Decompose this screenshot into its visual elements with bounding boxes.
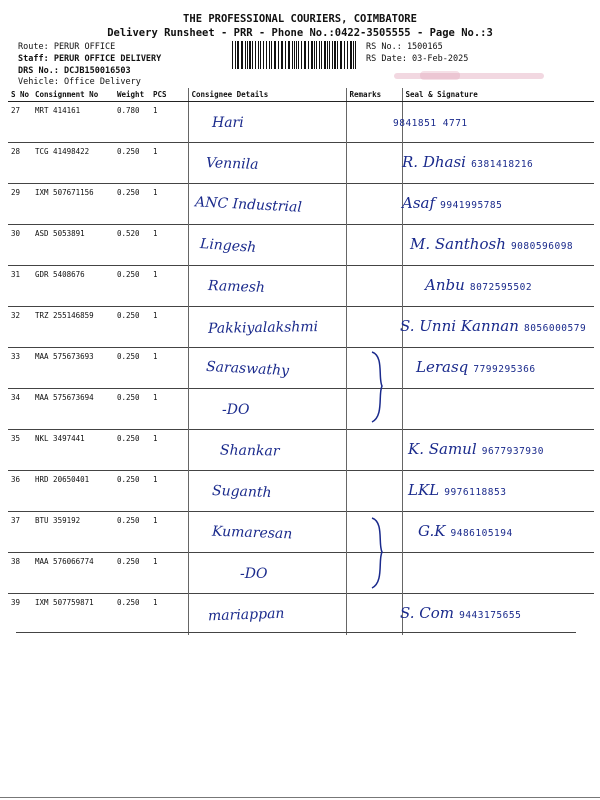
cell-sno: 39	[8, 594, 32, 635]
cell-weight: 0.250	[114, 389, 150, 430]
cell-remarks	[346, 307, 402, 348]
signature: G.K	[418, 522, 446, 540]
cell-weight: 0.250	[114, 594, 150, 635]
signature-phone: 9841851 4771	[393, 118, 468, 129]
cell-weight: 0.250	[114, 348, 150, 389]
company-title: THE PROFESSIONAL COURIERS, COIMBATORE	[183, 13, 417, 25]
signature-phone: 8056000579	[523, 323, 587, 334]
handwritten-consignee: Shankar	[219, 442, 280, 460]
signature: Anbu	[425, 276, 465, 294]
barcode-bar	[252, 41, 253, 69]
faded-stamp	[390, 69, 560, 83]
cell-sno: 30	[8, 225, 32, 266]
col-consignee: Consignee Details	[188, 88, 346, 102]
handwritten-signature-block	[425, 275, 532, 294]
cell-consignment: MAA 576066774	[32, 553, 114, 594]
runsheet-subtitle: Delivery Runsheet - PRR - Phone No.:0422-3505555 - Page No.:3	[107, 27, 493, 39]
barcode-bar	[316, 41, 317, 69]
barcode-bar	[294, 41, 295, 69]
barcode-bar	[281, 41, 283, 69]
table-row	[8, 553, 594, 594]
barcode-bar	[255, 41, 256, 69]
barcode-bar	[288, 41, 290, 69]
cell-sno: 31	[8, 266, 32, 307]
cell-weight: 0.250	[114, 430, 150, 471]
barcode-bar	[298, 41, 299, 69]
barcode-bar	[304, 41, 306, 69]
cell-sno: 28	[8, 143, 32, 184]
handwritten-consignee: Saraswathy	[205, 358, 290, 380]
col-pcs: PCS	[150, 88, 188, 102]
col-remarks: Remarks	[346, 88, 402, 102]
rs-number: RS No.: 1500165	[366, 42, 443, 52]
barcode-bar	[263, 41, 264, 69]
cell-weight: 0.250	[114, 553, 150, 594]
cell-consignment: ASD 5053891	[32, 225, 114, 266]
cell-remarks	[346, 471, 402, 512]
cell-pcs: 1	[150, 348, 188, 389]
handwritten-signature-block	[408, 439, 544, 458]
barcode-bar	[337, 41, 338, 69]
handwritten-consignee: -DO	[222, 402, 250, 418]
col-consignment: Consignment No	[32, 88, 114, 102]
barcode-bar	[296, 41, 297, 69]
barcode-bar	[332, 41, 333, 69]
cell-pcs: 1	[150, 143, 188, 184]
barcode-bar	[241, 41, 243, 69]
signature: R. Dhasi	[402, 153, 466, 171]
handwritten-consignee: mariappan	[207, 605, 285, 625]
cell-consignment: MAA 575673694	[32, 389, 114, 430]
cell-weight: 0.780	[114, 102, 150, 143]
route-label: Route: PERUR OFFICE	[18, 42, 116, 52]
barcode-bar	[260, 41, 261, 69]
cell-pcs: 1	[150, 430, 188, 471]
cell-consignment: IXM 507759871	[32, 594, 114, 635]
barcode-bar	[311, 41, 313, 69]
signature-phone: 9486105194	[450, 528, 513, 539]
cell-sno: 38	[8, 553, 32, 594]
cell-consignment: MRT 414161	[32, 102, 114, 143]
cell-sno: 37	[8, 512, 32, 553]
handwritten-consignee: Vennila	[205, 155, 259, 173]
handwritten-consignee: ANC Industrial	[194, 194, 303, 216]
signature-phone: 9941995785	[440, 200, 503, 211]
cell-weight: 0.250	[114, 512, 150, 553]
cell-remarks	[346, 184, 402, 225]
cell-consignment: BTU 359192	[32, 512, 114, 553]
signature-phone: 9677937930	[481, 446, 544, 457]
cell-consignment: IXM 507671156	[32, 184, 114, 225]
cell-sno: 29	[8, 184, 32, 225]
signature-phone: 9080596098	[510, 241, 574, 252]
handwritten-signature-block	[402, 152, 533, 171]
signature: S. Unni Kannan	[400, 317, 519, 335]
signature: M. Santhosh	[410, 235, 506, 253]
cell-consignment: HRD 20650401	[32, 471, 114, 512]
signature: K. Samul	[408, 440, 477, 458]
barcode-bar	[319, 41, 320, 69]
col-weight: Weight	[114, 88, 150, 102]
handwritten-signature-block	[410, 234, 573, 253]
cell-pcs: 1	[150, 389, 188, 430]
table-header-row	[8, 88, 594, 102]
cell-consignment: TCG 41498422	[32, 143, 114, 184]
cell-weight: 0.520	[114, 225, 150, 266]
drs-number: DRS No.: DCJB150016503	[18, 66, 131, 76]
cell-sno: 27	[8, 102, 32, 143]
cell-weight: 0.250	[114, 143, 150, 184]
cell-weight: 0.250	[114, 471, 150, 512]
barcode-bar	[329, 41, 330, 69]
handwritten-signature-block	[418, 521, 513, 540]
handwritten-signature-block	[393, 111, 468, 130]
barcode-bar	[301, 41, 302, 69]
brace-mark-37-38	[368, 516, 392, 590]
handwritten-signature-block	[416, 357, 536, 376]
cell-weight: 0.250	[114, 266, 150, 307]
barcode-bar	[292, 41, 293, 69]
handwritten-consignee: Hari	[212, 115, 244, 131]
brace-mark-33-34	[368, 350, 392, 424]
cell-pcs: 1	[150, 102, 188, 143]
signature: Lerasq	[416, 358, 469, 376]
barcode-bar	[235, 41, 236, 69]
barcode-bar	[344, 41, 345, 69]
col-signature: Seal & Signature	[402, 88, 594, 102]
barcode-bar	[278, 41, 279, 69]
signature-phone: 6381418216	[471, 159, 534, 170]
signature-phone: 9976118853	[444, 487, 507, 498]
barcode-bar	[258, 41, 259, 69]
handwritten-signature-block	[402, 193, 502, 212]
cell-pcs: 1	[150, 471, 188, 512]
signature: S. Com	[400, 604, 455, 622]
signature-phone: 9443175655	[459, 610, 522, 621]
page-footer-rule	[0, 797, 600, 798]
barcode-bar	[285, 41, 286, 69]
cell-sno: 32	[8, 307, 32, 348]
cell-consignment: GDR 5408676	[32, 266, 114, 307]
handwritten-consignee: -DO	[240, 566, 268, 582]
cell-pcs: 1	[150, 594, 188, 635]
cell-remarks	[346, 266, 402, 307]
cell-pcs: 1	[150, 225, 188, 266]
cell-consignment: MAA 575673693	[32, 348, 114, 389]
vehicle-label: Vehicle: Office Delivery	[18, 77, 141, 87]
cell-sno: 36	[8, 471, 32, 512]
barcode-bar	[314, 41, 315, 69]
barcode-bar	[237, 41, 239, 69]
signature: Asaf	[402, 194, 436, 212]
barcode-bar	[340, 41, 342, 69]
barcode-bar	[245, 41, 246, 69]
cell-consignment: NKL 3497441	[32, 430, 114, 471]
cell-consignment: TRZ 255146859	[32, 307, 114, 348]
cell-sno: 34	[8, 389, 32, 430]
cell-remarks	[346, 430, 402, 471]
cell-sno: 35	[8, 430, 32, 471]
cell-pcs: 1	[150, 553, 188, 594]
barcode-bar	[271, 41, 272, 69]
barcode-bar	[353, 41, 354, 69]
table-row	[8, 389, 594, 430]
signature-phone: 8072595502	[469, 282, 533, 293]
signature: LKL	[408, 481, 440, 499]
table-bottom-rule	[16, 632, 576, 633]
cell-signature	[402, 553, 594, 594]
handwritten-signature-block	[400, 603, 521, 622]
cell-remarks	[346, 594, 402, 635]
handwritten-consignee: Ramesh	[207, 278, 266, 296]
barcode-bar	[249, 41, 251, 69]
cell-weight: 0.250	[114, 184, 150, 225]
cell-consignee	[188, 389, 346, 430]
cell-remarks	[346, 143, 402, 184]
barcode-bar	[232, 41, 233, 69]
handwritten-consignee: Lingesh	[199, 236, 257, 256]
barcode-bar	[324, 41, 326, 69]
handwritten-consignee: Kumaresan	[211, 523, 293, 543]
handwritten-consignee: Pakkiyalakshmi	[207, 319, 319, 337]
barcode-bar	[321, 41, 322, 69]
handwritten-signature-block	[408, 480, 506, 499]
cell-pcs: 1	[150, 512, 188, 553]
handwritten-consignee: Suganth	[211, 482, 272, 502]
cell-weight: 0.250	[114, 307, 150, 348]
cell-remarks	[346, 225, 402, 266]
barcode-bar	[269, 41, 270, 69]
barcode-bar	[266, 41, 267, 69]
cell-pcs: 1	[150, 184, 188, 225]
barcode-bar	[350, 41, 352, 69]
cell-pcs: 1	[150, 266, 188, 307]
col-sno: S No	[8, 88, 32, 102]
cell-signature	[402, 389, 594, 430]
barcode-bar	[247, 41, 248, 69]
barcode-image	[232, 41, 358, 69]
barcode-bar	[308, 41, 309, 69]
signature-phone: 7799295366	[473, 364, 536, 375]
table-row	[8, 102, 594, 143]
barcode-bar	[334, 41, 336, 69]
barcode-bar	[347, 41, 348, 69]
staff-label: Staff: PERUR OFFICE DELIVERY	[18, 54, 162, 64]
cell-sno: 33	[8, 348, 32, 389]
barcode-bar	[355, 41, 356, 69]
cell-pcs: 1	[150, 307, 188, 348]
handwritten-signature-block	[400, 316, 586, 335]
barcode-bar	[274, 41, 276, 69]
rs-date: RS Date: 03-Feb-2025	[366, 54, 469, 64]
barcode-bar	[327, 41, 328, 69]
